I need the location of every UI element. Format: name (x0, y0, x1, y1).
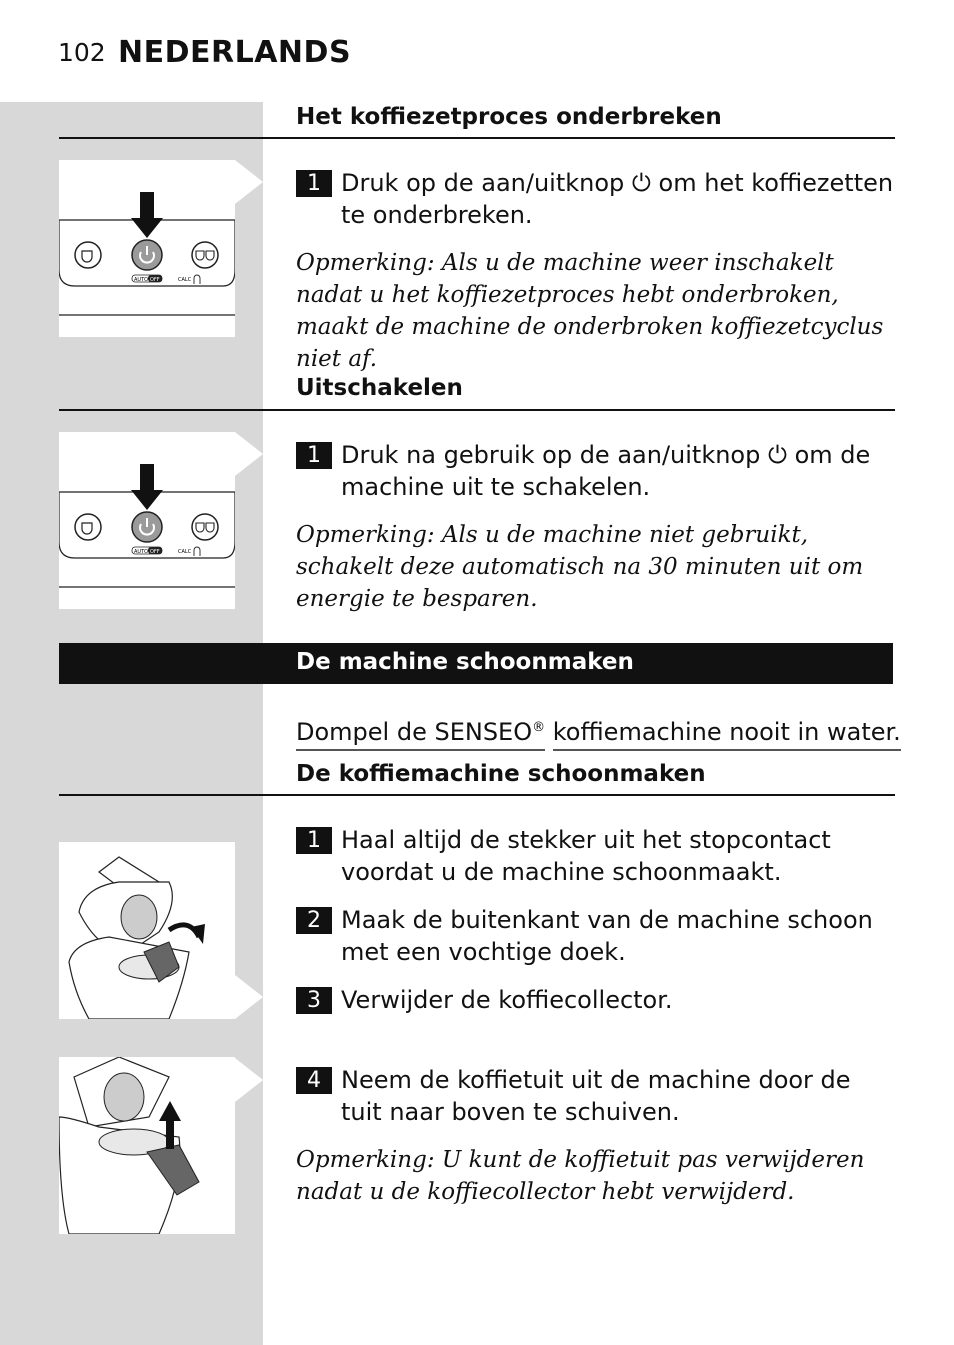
page-number: 102 (58, 38, 106, 67)
step-text: Maak de buitenkant van de machine schoon met een vochtige doek. (341, 906, 873, 966)
step-text: Neem de koffietuit uit de machine door de tuit naar boven te schuiven. (341, 1066, 851, 1126)
warning-part-a: Dompel de SENSEO® (296, 712, 545, 751)
control-panel-illustration (59, 432, 235, 609)
step-number: 1 (296, 170, 332, 197)
section-rule (59, 409, 895, 411)
section-title-switch-off: Uitschakelen (296, 375, 463, 401)
step-1 (296, 439, 896, 503)
section-title-clean-machine: De koffiemachine schoonmaken (296, 761, 706, 787)
warning-part-b: koffiemachine nooit in water. (553, 716, 901, 751)
callout-pointer (235, 160, 263, 204)
coffee-collector-illustration (59, 842, 235, 1019)
note: Opmerking: Als u de machine niet gebruikt, schakelt deze automatisch na 30 minuten uit om energie te besparen. (296, 522, 864, 612)
step-4 (296, 1064, 896, 1128)
svg-text:CALC: CALC (178, 549, 192, 555)
callout-pointer (235, 432, 263, 476)
svg-text:AUTO: AUTO (134, 549, 149, 555)
step-number: 2 (296, 907, 332, 934)
coffee-spout-illustration (59, 1057, 235, 1234)
section-rule (59, 137, 895, 139)
step-2 (296, 904, 896, 968)
callout-pointer (235, 975, 263, 1019)
step-number: 1 (296, 442, 332, 469)
section-title-cleaning: De machine schoonmaken (296, 649, 634, 675)
svg-text:OFF: OFF (150, 277, 160, 283)
step-text: Druk op de aan/uitknop ⏻ om het koffiezetten te onderbreken. (341, 169, 894, 229)
step-1 (296, 167, 896, 231)
step-number: 3 (296, 987, 332, 1014)
note: Opmerking: Als u de machine weer inschakelt nadat u het koffiezetproces hebt onderbroken, maakt de machine de onderbroken koffiezetcyclus niet af. (296, 250, 884, 372)
section-rule (59, 794, 895, 796)
step-3 (296, 984, 896, 1016)
step-number: 1 (296, 827, 332, 854)
note: Opmerking: U kunt de koffietuit pas verwijderen nadat u de koffiecollector hebt verwijderd. (296, 1147, 865, 1205)
step-number: 4 (296, 1067, 332, 1094)
svg-text:OFF: OFF (150, 549, 160, 555)
callout-pointer (235, 1058, 263, 1102)
step-text: Verwijder de koffiecollector. (341, 986, 673, 1014)
section-bar (59, 643, 893, 684)
svg-text:AUTO: AUTO (134, 277, 149, 283)
section-title-interrupt: Het koffiezetproces onderbreken (296, 104, 722, 130)
language-heading: NEDERLANDS (118, 35, 352, 70)
warning (296, 712, 901, 751)
control-panel-illustration (59, 160, 235, 337)
step-text: Haal altijd de stekker uit het stopcontact voordat u de machine schoonmaakt. (341, 826, 831, 886)
step-1 (296, 824, 896, 888)
step-text: Druk na gebruik op de aan/uitknop ⏻ om de machine uit te schakelen. (341, 441, 871, 501)
svg-text:CALC: CALC (178, 277, 192, 283)
